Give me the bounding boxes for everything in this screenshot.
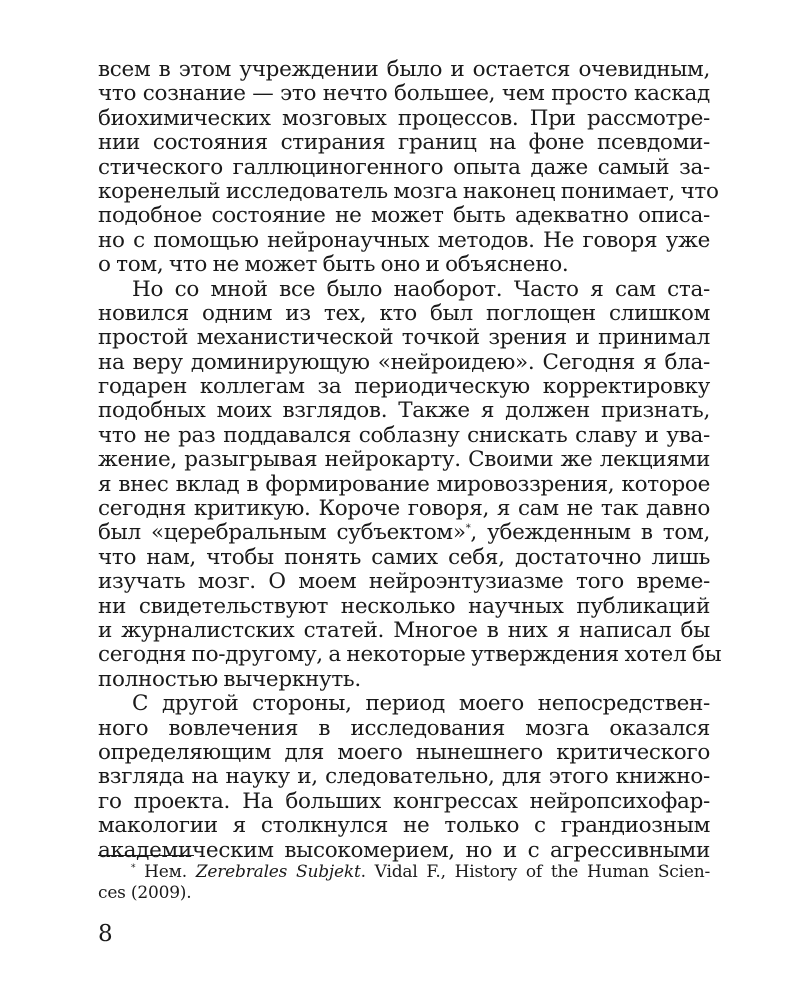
footnote-divider <box>98 855 194 856</box>
text-line: что нам, чтобы понять самих себя, достаточно лишь <box>98 544 710 570</box>
footnote-reference[interactable]: * <box>465 523 471 535</box>
text-line-with-footnote-ref <box>98 521 710 545</box>
text-line: простой механистической точкой зрения и принимал <box>98 325 710 351</box>
text-line: и журналистских статей. Многое в них я написал бы <box>98 617 710 643</box>
footnote <box>98 862 710 904</box>
text-line: но с помощью нейронаучных методов. Не говоря уже <box>98 227 710 253</box>
footnote-line <box>98 862 710 883</box>
text-line: сегодня критикую. Короче говоря, я сам не так давно <box>98 496 710 522</box>
text-line: макологии я столкнулся не только с грандиозным <box>98 813 710 839</box>
text-line: жение, разыгрывая нейрокарту. Своими же лекциями <box>98 447 710 473</box>
footnote-marker: * <box>131 863 136 874</box>
footnote-prefix: Нем. <box>135 862 196 882</box>
text-fragment: , убежденным в том, <box>470 520 710 546</box>
text-line: биохимических мозговых процессов. При рассмотре- <box>98 105 710 131</box>
text-line: С другой стороны, период моего непосредствен- <box>132 691 710 717</box>
text-line: полностью вычеркнуть. <box>98 666 361 692</box>
text-line: всем в этом учреждении было и остается очевидным, <box>98 57 710 82</box>
text-line: на веру доминирующую «нейроидею». Сегодня я бла- <box>98 349 710 375</box>
text-line: Но со мной все было наоборот. Часто я сам ста- <box>132 276 710 302</box>
text-line: определяющим для моего нынешнего критического <box>98 739 710 765</box>
text-line: годарен коллегам за периодическую корректировку <box>98 374 710 400</box>
text-fragment: был «церебральным субъектом» <box>98 520 466 546</box>
text-line: о том, что не может быть оно и объяснено. <box>98 252 569 278</box>
text-line: я внес вклад в формирование мировоззрения, которое <box>98 471 710 497</box>
text-line: изучать мозг. О моем нейроэнтузиазме того време- <box>98 569 710 595</box>
text-line: го проекта. На больших конгрессах нейропсихофар- <box>98 788 710 814</box>
paragraph-1 <box>98 57 719 278</box>
text-line: академическим высокомерием, но и с агрессивными <box>98 837 710 863</box>
text-line: ного вовлечения в исследования мозга оказался <box>98 715 710 741</box>
text-line: стического галлюциногенного опыта даже самый за- <box>98 154 710 180</box>
text-line: что сознание — это нечто большее, чем просто каскад <box>98 81 710 107</box>
footnote-line: ces (2009). <box>98 883 192 903</box>
footnote-term: Zerebrales Subjekt <box>195 862 361 882</box>
page-number: 8 <box>98 921 113 947</box>
text-line: ни свидетельствуют несколько научных публикаций <box>98 593 710 619</box>
body-text <box>98 57 722 863</box>
paragraph-3 <box>98 692 710 863</box>
text-line: коренелый исследователь мозга наконец понимает, что <box>98 178 719 204</box>
text-line: подобное состояние не может быть адекватно описа- <box>98 203 710 229</box>
text-line: что не раз поддавался соблазну снискать славу и ува- <box>98 422 710 448</box>
paragraph-2 <box>98 276 722 693</box>
text-line: нии состояния стирания границ на фоне псевдоми- <box>98 130 710 156</box>
text-line: подобных моих взглядов. Также я должен признать, <box>98 398 710 424</box>
text-line: взгляда на науку и, следовательно, для этого книжно- <box>98 764 710 790</box>
text-line: новился одним из тех, кто был поглощен слишком <box>98 300 710 326</box>
footnote-citation: . Vidal F., History of the Human Scien- <box>360 862 710 882</box>
text-line: сегодня по-другому, а некоторые утверждения хотел бы <box>98 642 722 668</box>
